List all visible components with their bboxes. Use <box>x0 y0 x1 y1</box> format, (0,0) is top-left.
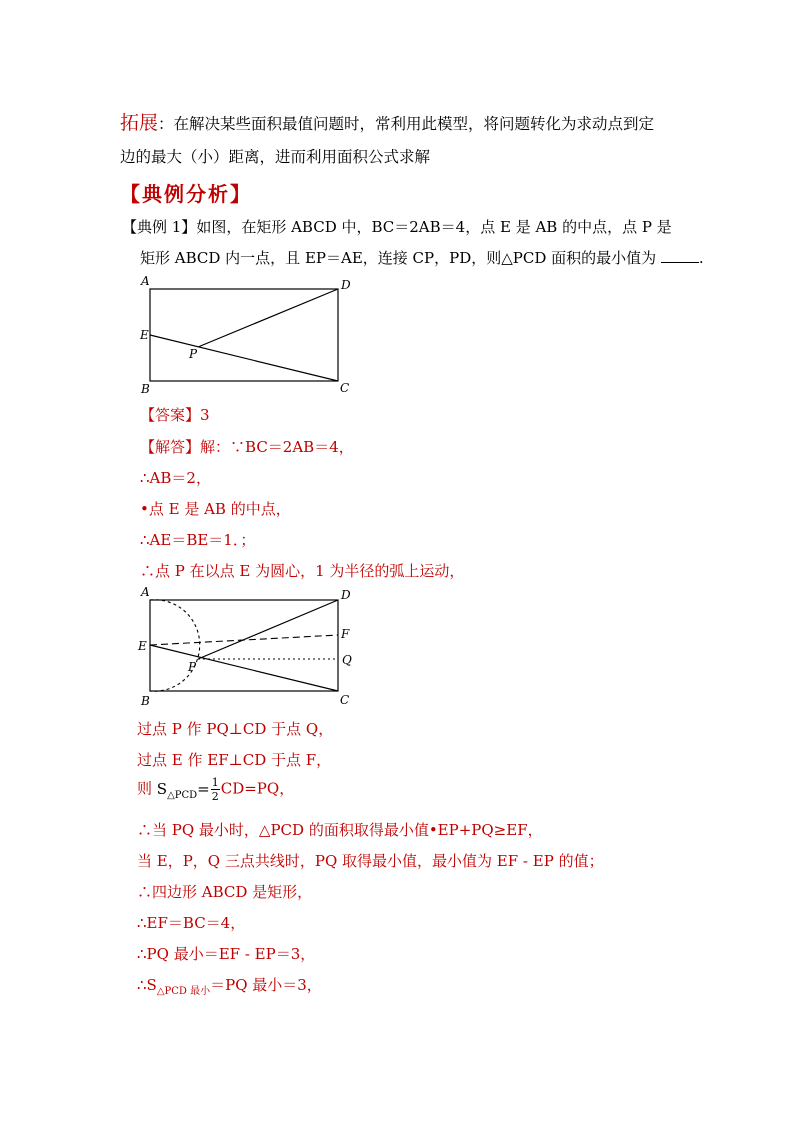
solution-line-8 <box>137 776 294 803</box>
answer-line <box>140 404 210 425</box>
fraction-half <box>211 776 220 803</box>
section-title: 【典例分析】 <box>120 182 252 206</box>
solution-line-5: ∴点 P 在以点 E 为圆心，1 为半径的弧上运动， <box>140 562 465 580</box>
solution-line-7: 过点 E 作 EF⊥CD 于点 F， <box>137 751 332 769</box>
area-s: S <box>156 779 168 798</box>
solution-line-1 <box>140 436 354 457</box>
label-e-2: E <box>138 639 147 653</box>
label-d: D <box>341 278 351 292</box>
label-d-2: D <box>341 588 351 602</box>
solution-text-1: 解：∵BC＝2AB＝4， <box>200 438 354 456</box>
extension-line-1 <box>120 108 654 135</box>
solution-line-2: ∴AB＝2， <box>140 469 211 487</box>
area-symbol <box>156 779 210 801</box>
solution-line-4: ∴AE＝BE＝1．； <box>140 531 256 549</box>
answer-blank <box>661 250 699 263</box>
solution-8-post: CD=PQ， <box>220 779 295 798</box>
example-text-2: 矩形 ABCD 内一点，且 EP＝AE，连接 CP，PD，则△PCD 面积的最小值为 <box>140 249 657 267</box>
label-c: C <box>340 381 350 395</box>
answer-value: 3 <box>200 406 210 424</box>
solution-line-9: ∴当 PQ 最小时，△PCD 的面积取得最小值•EP+PQ≥EF， <box>137 821 543 839</box>
label-a: A <box>141 274 150 288</box>
example-tag: 【典例 1】 <box>122 218 197 236</box>
extension-label: 拓展 <box>120 112 159 134</box>
solution-14-sub: △PCD 最小 <box>156 986 211 997</box>
rectangle-abcd-2 <box>150 600 338 691</box>
solution-line-13: ∴PQ 最小＝EF - EP＝3， <box>137 945 316 963</box>
solution-line-12: ∴EF＝BC＝4， <box>137 914 246 932</box>
extension-text-1: ：在解决某些面积最值问题时，常利用此模型，将问题转化为求动点到定 <box>158 115 655 133</box>
arc-center-e <box>150 600 200 691</box>
example-line-1 <box>122 216 672 237</box>
label-q: Q <box>342 653 352 667</box>
figure-2 <box>135 584 360 710</box>
answer-tag: 【答案】 <box>140 406 201 424</box>
segment-ef <box>150 635 338 645</box>
label-p: P <box>189 347 198 361</box>
solution-line-14 <box>137 974 322 997</box>
label-b: B <box>141 382 150 396</box>
label-e: E <box>140 328 149 342</box>
solution-line-6: 过点 P 作 PQ⊥CD 于点 Q， <box>137 720 334 738</box>
solution-8-pre: 则 <box>137 779 157 798</box>
solution-tag: 【解答】 <box>140 438 201 456</box>
extension-text-2: 边的最大（小）距离，进而利用面积公式求解 <box>120 148 431 166</box>
segment-ec <box>150 335 338 381</box>
figure-1 <box>135 272 360 398</box>
solution-14-post: ＝PQ 最小＝3， <box>210 976 322 994</box>
solution-14-pre: ∴S <box>137 976 157 994</box>
solution-line-11: ∴四边形 ABCD 是矩形， <box>137 883 313 901</box>
example-end: . <box>698 249 704 267</box>
segment-pd <box>198 289 338 347</box>
label-a-2: A <box>141 585 150 599</box>
solution-line-3: •点 E 是 AB 的中点， <box>140 500 291 518</box>
example-line-2 <box>140 247 704 268</box>
area-sub: △PCD <box>167 789 198 801</box>
label-p-2: P <box>188 660 197 674</box>
label-f: F <box>341 627 350 641</box>
rectangle-abcd <box>150 289 338 381</box>
label-b-2: B <box>141 694 150 708</box>
segment-pd-2 <box>198 600 338 659</box>
solution-line-10: 当 E，P，Q 三点共线时，PQ 取得最小值，最小值为 EF - EP 的值； <box>137 852 604 870</box>
label-c-2: C <box>340 693 350 707</box>
fraction-num: 1 <box>211 776 219 789</box>
example-text-1: 如图，在矩形 ABCD 中，BC＝2AB＝4，点 E 是 AB 的中点，点 P 是 <box>196 218 672 236</box>
fraction-den: 2 <box>211 790 219 803</box>
area-eq: = <box>197 779 210 798</box>
